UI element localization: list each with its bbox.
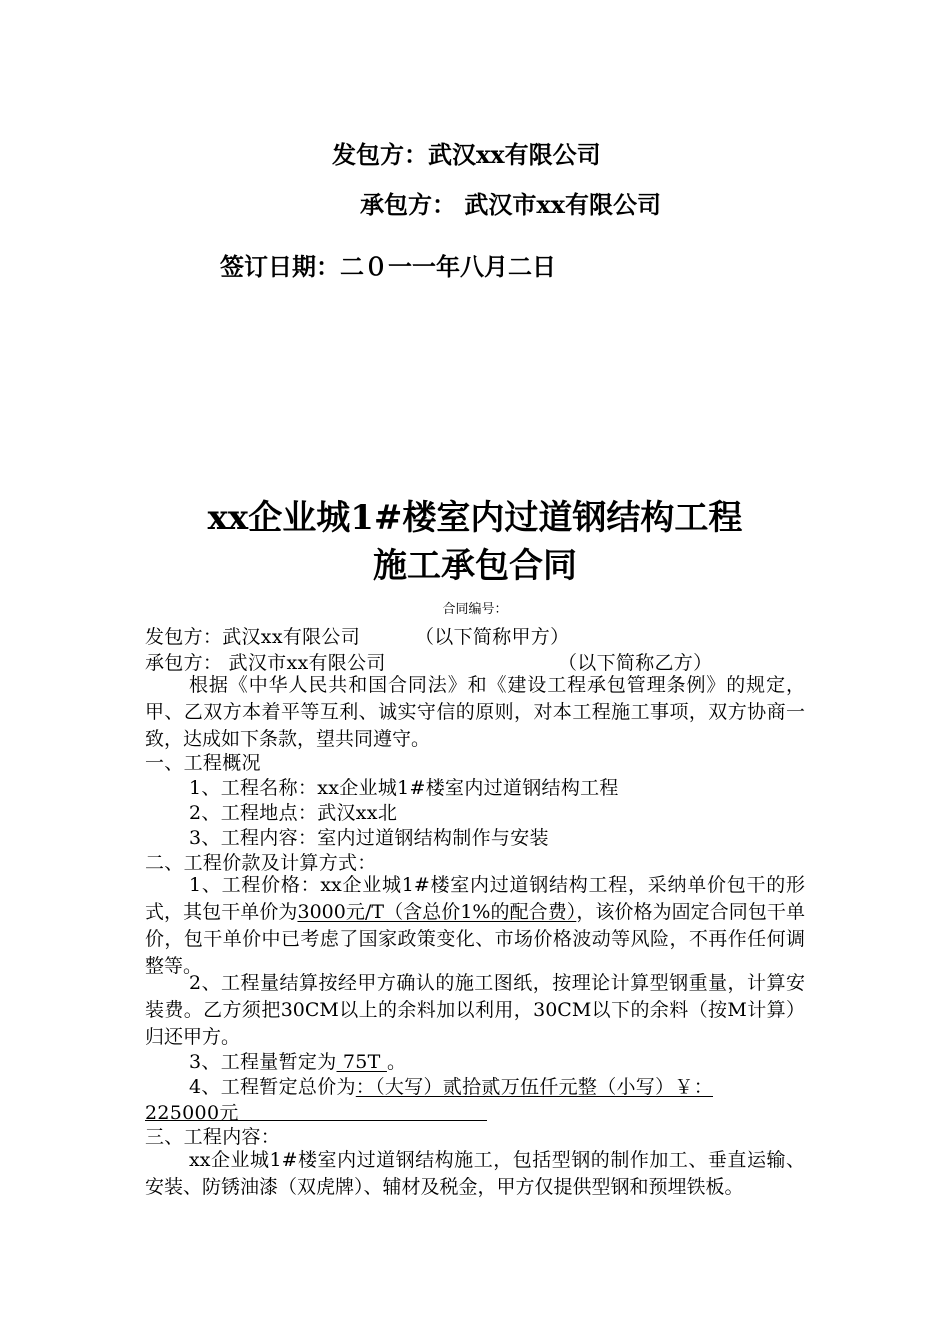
party-employer: 发包方：武汉xx有限公司 [145, 626, 361, 648]
quantity-underlined: 75T [336, 1051, 387, 1073]
party-contractor: 承包方： 武汉市xx有限公司 [145, 652, 386, 674]
section2-quantity-line [189, 1047, 406, 1074]
section1-item-name: 1、工程名称：xx企业城1#楼室内过道钢结构工程 [189, 777, 619, 799]
total-underlined: ：（大写）贰拾贰万伍仟元整（小写）￥： [355, 1076, 713, 1098]
section3-heading: 三、工程内容： [145, 1126, 281, 1148]
section3-content-paragraph: xx企业城1#楼室内过道钢结构施工，包括型钢的制作加工、垂直运输、安装、防锈油漆（双虎牌）、辅材及税金，甲方仅提供型钢和预埋铁板。 [145, 1149, 805, 1198]
unit-price-underlined: 3000元/T（含总价1%的配合费） [297, 901, 577, 923]
section1-item-content: 3、工程内容：室内过道钢结构制作与安装 [189, 827, 549, 849]
section2-heading: 二、工程价款及计算方式： [145, 852, 377, 874]
cover-contractor: 承包方： 武汉市xx有限公司 [360, 190, 661, 219]
price-text-a: 1、工程价格：xx企业城1#楼室内过道钢结构工程，采纳单价包干的形式，其包干单价为 [145, 874, 805, 923]
contract-title-line2: 施工承包合同 [373, 546, 577, 586]
total-amount: 225000元 [145, 1102, 239, 1124]
section1-heading: 一、工程概况 [145, 752, 261, 774]
total-text-a: 4、工程暂定总价为 [189, 1076, 356, 1098]
section2-total-line [189, 1072, 713, 1099]
preamble-paragraph: 根据《中华人民共和国合同法》和《建设工程承包管理条例》的规定，甲、乙双方本着平等互利、诚实守信的原则，对本工程施工事项，双方协商一致，达成如下条款，望共同遵守。 [145, 674, 805, 750]
contract-title-line1: xx企业城1#楼室内过道钢结构工程 [207, 498, 743, 538]
party-contractor-note: （以下简称乙方） [558, 652, 713, 674]
section1-item-location: 2、工程地点：武汉xx北 [189, 802, 398, 824]
quantity-text-a: 3、工程量暂定为 [189, 1051, 337, 1073]
quantity-text-b: 。 [386, 1051, 407, 1073]
section2-settlement-paragraph: 2、工程量结算按经甲方确认的施工图纸，按理论计算型钢重量，计算安装费。乙方须把30CM以上的余料加以利用，30CM以下的余料（按M计算）归还甲方。 [145, 972, 805, 1048]
cover-employer: 发包方：武汉xx有限公司 [332, 140, 601, 169]
price-text-b: ，该价格为固定合同包干单价，包干单价中已考虑了国家政策变化、市场价格波动等风险，不再作任何调整等。 [145, 901, 805, 977]
total-amount-underline [145, 1120, 487, 1121]
cover-sign-date: 签订日期：二０一一年八月二日 [220, 252, 556, 281]
contract-number-label: 合同编号： [442, 602, 508, 617]
section2-price-paragraph [145, 872, 805, 980]
party-employer-note: （以下简称甲方） [415, 626, 570, 648]
